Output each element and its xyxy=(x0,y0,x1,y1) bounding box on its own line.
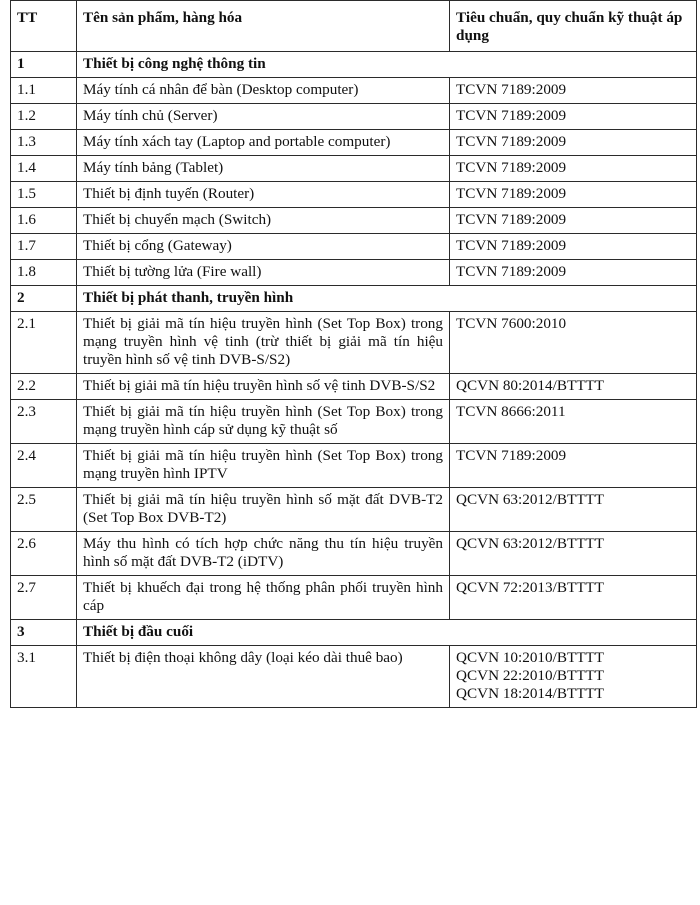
section-row xyxy=(11,286,697,312)
applied-standard xyxy=(450,400,697,444)
standard-code: TCVN 7189:2009 xyxy=(456,211,567,228)
applied-standard xyxy=(450,374,697,400)
row-number: 2.6 xyxy=(11,532,77,576)
standard-code: TCVN 7189:2009 xyxy=(456,237,567,254)
applied-standard xyxy=(450,576,697,620)
applied-standard xyxy=(450,444,697,488)
table-row xyxy=(11,312,697,374)
section-row xyxy=(11,620,697,646)
row-number: 1.7 xyxy=(11,234,77,260)
applied-standard xyxy=(450,130,697,156)
product-name: Máy tính bảng (Tablet) xyxy=(77,156,450,182)
applied-standard xyxy=(450,532,697,576)
product-name: Thiết bị giải mã tín hiệu truyền hình số mặt đất DVB-T2 (Set Top Box DVB-T2) xyxy=(77,488,450,532)
standard-code: TCVN 7189:2009 xyxy=(456,81,567,98)
standard-code: TCVN 7189:2009 xyxy=(456,107,567,124)
row-number: 1.1 xyxy=(11,78,77,104)
section-title: Thiết bị công nghệ thông tin xyxy=(77,52,697,78)
applied-standard xyxy=(450,156,697,182)
row-number: 3.1 xyxy=(11,646,77,708)
section-title: Thiết bị đầu cuối xyxy=(77,620,697,646)
table-row xyxy=(11,182,697,208)
standard-code: TCVN 7189:2009 xyxy=(456,447,567,464)
table-row xyxy=(11,260,697,286)
section-title: Thiết bị phát thanh, truyền hình xyxy=(77,286,697,312)
row-number: 2.7 xyxy=(11,576,77,620)
applied-standard xyxy=(450,312,697,374)
product-name: Thiết bị chuyển mạch (Switch) xyxy=(77,208,450,234)
header-tt: TT xyxy=(11,1,77,52)
applied-standard xyxy=(450,646,697,708)
standard-code: TCVN 7189:2009 xyxy=(456,159,567,176)
product-name: Máy tính chủ (Server) xyxy=(77,104,450,130)
table-body xyxy=(11,52,697,708)
product-name: Máy thu hình có tích hợp chức năng thu tín hiệu truyền hình số mặt đất DVB-T2 (iDTV) xyxy=(77,532,450,576)
table-row xyxy=(11,374,697,400)
row-number: 1.5 xyxy=(11,182,77,208)
table-row xyxy=(11,532,697,576)
product-name: Thiết bị điện thoại không dây (loại kéo dài thuê bao) xyxy=(77,646,450,708)
applied-standard xyxy=(450,234,697,260)
row-number: 1.3 xyxy=(11,130,77,156)
applied-standard xyxy=(450,208,697,234)
applied-standard xyxy=(450,78,697,104)
applied-standard xyxy=(450,104,697,130)
product-name: Thiết bị giải mã tín hiệu truyền hình số vệ tinh DVB-S/S2 xyxy=(77,374,450,400)
row-number: 2.1 xyxy=(11,312,77,374)
table-row xyxy=(11,444,697,488)
table-row xyxy=(11,156,697,182)
table-row xyxy=(11,104,697,130)
standard-code: TCVN 7189:2009 xyxy=(456,133,567,150)
standard-code: TCVN 7600:2010 xyxy=(456,315,567,332)
row-number: 2.4 xyxy=(11,444,77,488)
applied-standard xyxy=(450,488,697,532)
standard-code: QCVN 18:2014/BTTTT xyxy=(456,685,605,702)
row-number: 1.4 xyxy=(11,156,77,182)
row-number: 1.6 xyxy=(11,208,77,234)
applied-standard xyxy=(450,260,697,286)
standard-code: QCVN 63:2012/BTTTT xyxy=(456,535,605,552)
section-row xyxy=(11,52,697,78)
standard-code: QCVN 22:2010/BTTTT xyxy=(456,667,605,684)
product-name: Thiết bị cổng (Gateway) xyxy=(77,234,450,260)
table-row xyxy=(11,576,697,620)
product-name: Máy tính xách tay (Laptop and portable computer) xyxy=(77,130,450,156)
table-row xyxy=(11,130,697,156)
row-number: 2.2 xyxy=(11,374,77,400)
product-name: Máy tính cá nhân để bàn (Desktop computer) xyxy=(77,78,450,104)
table-row xyxy=(11,208,697,234)
standard-code: QCVN 72:2013/BTTTT xyxy=(456,579,605,596)
product-name: Thiết bị khuếch đại trong hệ thống phân phối truyền hình cáp xyxy=(77,576,450,620)
row-number: 1.2 xyxy=(11,104,77,130)
standard-code: QCVN 10:2010/BTTTT xyxy=(456,649,605,666)
product-name: Thiết bị giải mã tín hiệu truyền hình (Set Top Box) trong mạng truyền hình IPTV xyxy=(77,444,450,488)
header-standard: Tiêu chuẩn, quy chuẩn kỹ thuật áp dụng xyxy=(450,1,697,52)
product-name: Thiết bị giải mã tín hiệu truyền hình (Set Top Box) trong mạng truyền hình cáp sử dụng kỹ thuật số xyxy=(77,400,450,444)
row-number: 3 xyxy=(11,620,77,646)
standard-code: QCVN 63:2012/BTTTT xyxy=(456,491,605,508)
header-product-name: Tên sản phẩm, hàng hóa xyxy=(77,1,450,52)
standard-code: TCVN 7189:2009 xyxy=(456,263,567,280)
product-name: Thiết bị định tuyến (Router) xyxy=(77,182,450,208)
table-row xyxy=(11,234,697,260)
applied-standard xyxy=(450,182,697,208)
table-row xyxy=(11,488,697,532)
product-name: Thiết bị tường lửa (Fire wall) xyxy=(77,260,450,286)
row-number: 1.8 xyxy=(11,260,77,286)
table-row xyxy=(11,78,697,104)
standard-code: TCVN 8666:2011 xyxy=(456,403,566,420)
row-number: 2.3 xyxy=(11,400,77,444)
table-row xyxy=(11,400,697,444)
standards-table xyxy=(10,0,697,708)
product-name: Thiết bị giải mã tín hiệu truyền hình (Set Top Box) trong mạng truyền hình vệ tinh (trừ thiết bị giải mã tín hiệu truyền hình số vệ tinh DVB-S/S2) xyxy=(77,312,450,374)
standard-code: QCVN 80:2014/BTTTT xyxy=(456,377,605,394)
row-number: 2 xyxy=(11,286,77,312)
row-number: 2.5 xyxy=(11,488,77,532)
table-row xyxy=(11,646,697,708)
table-header-row xyxy=(11,1,697,52)
standard-code: TCVN 7189:2009 xyxy=(456,185,567,202)
row-number: 1 xyxy=(11,52,77,78)
